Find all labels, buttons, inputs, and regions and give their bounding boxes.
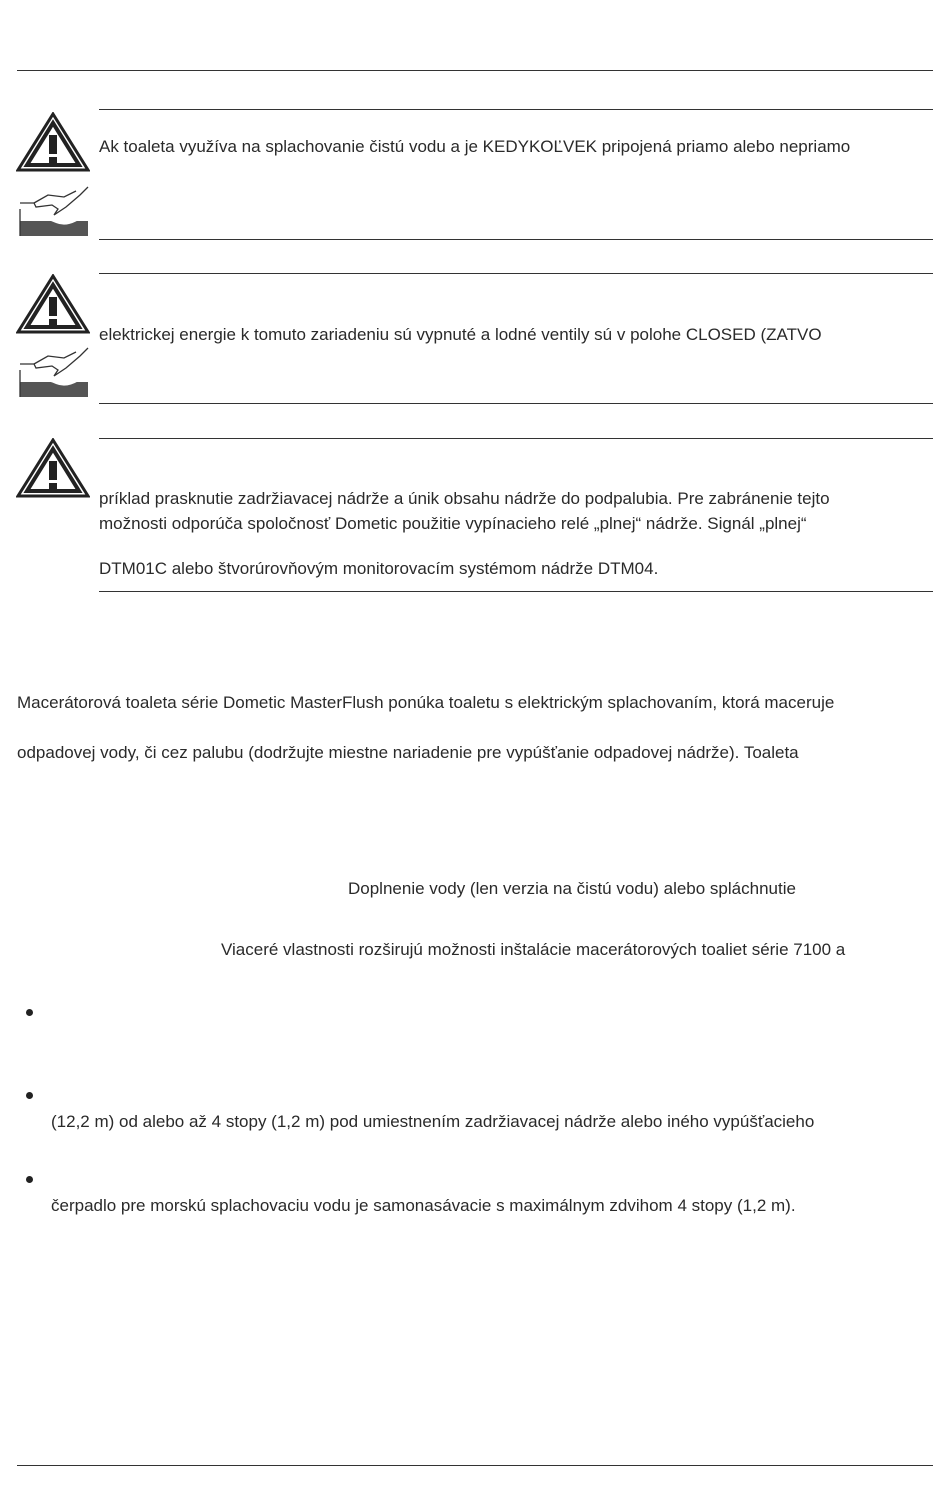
warning-top-rule <box>99 438 933 439</box>
warning-triangle-icon <box>16 112 90 172</box>
warning-line: príklad prasknutie zadržiavacej nádrže a únik obsahu nádrže do podpalubia. Pre zabránenie tejto <box>99 489 830 508</box>
warning-line: elektrickej energie k tomuto zariadeniu sú vypnuté a lodné ventily sú v polohe CLOSED (ZATVO <box>99 325 822 344</box>
footer-rule <box>17 1465 933 1466</box>
warning-bottom-rule <box>99 239 933 240</box>
warning-line: možnosti odporúča spoločnosť Dometic použitie vypínacieho relé „plnej“ nádrže. Signál „plnej“ <box>99 514 807 533</box>
warning-triangle-icon <box>16 274 90 334</box>
warning-line: DTM01C alebo štvorúrovňovým monitorovacím systémom nádrže DTM04. <box>99 559 659 578</box>
intro-line-2: odpadovej vody, či cez palubu (dodržujte miestne nariadenie pre vypúšťanie odpadovej nádrže). Toaleta <box>17 743 799 762</box>
refill-text: Doplnenie vody (len verzia na čistú vodu) alebo spláchnutie <box>348 879 796 898</box>
warning-top-rule <box>99 109 933 110</box>
warning-triangle-icon <box>16 438 90 498</box>
bullet-text: (12,2 m) od alebo až 4 stopy (1,2 m) pod umiestnením zadržiavacej nádrže alebo iného vypúšťacieho <box>51 1112 815 1131</box>
warning-bottom-rule <box>99 591 933 592</box>
warning-bottom-rule <box>99 403 933 404</box>
header-rule <box>17 70 933 71</box>
features-text: Viaceré vlastnosti rozširujú možnosti inštalácie macerátorových toaliet série 7100 a <box>221 940 846 959</box>
intro-line-1: Macerátorová toaleta série Dometic MasterFlush ponúka toaletu s elektrickým splachovaním, ktorá maceruje <box>17 693 835 712</box>
hand-water-icon <box>18 346 90 398</box>
bullet-dot <box>26 1176 33 1183</box>
hand-water-icon <box>18 185 90 237</box>
bullet-dot <box>26 1009 33 1016</box>
warning-line: Ak toaleta využíva na splachovanie čistú vodu a je KEDYKOĽVEK pripojená priamo alebo nepriamo <box>99 137 851 156</box>
warning-top-rule <box>99 273 933 274</box>
bullet-text: čerpadlo pre morskú splachovaciu vodu je samonasávacie s maximálnym zdvihom 4 stopy (1,2 m). <box>51 1196 796 1215</box>
bullet-dot <box>26 1092 33 1099</box>
